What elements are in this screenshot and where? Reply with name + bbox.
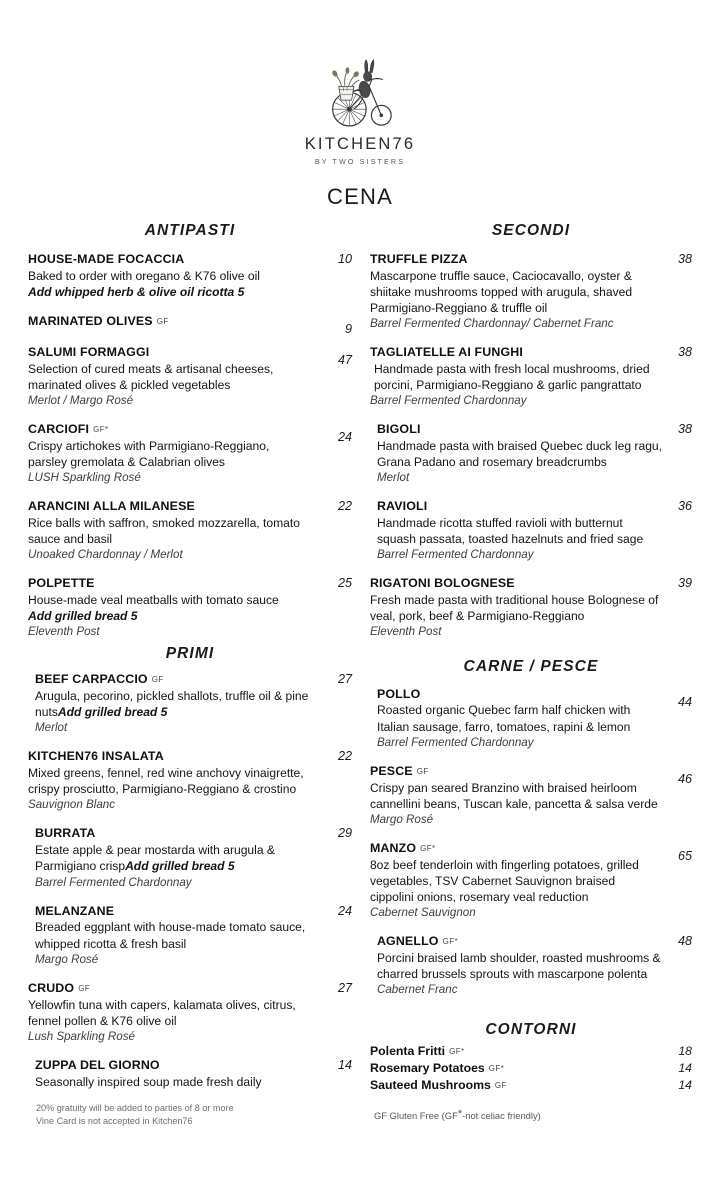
item-wine-pairing: Margo Rosé (35, 952, 99, 966)
item-wine-pairing: Eleventh Post (28, 625, 100, 639)
item-name: HOUSE-MADE FOCACCIA (28, 252, 185, 266)
item-addon: Add grilled bread 5 (125, 859, 235, 874)
gluten-free-legend: GF Gluten Free (GF*-not celiac friendly) (373, 1107, 541, 1121)
item-wine-pairing: Margo Rosé (369, 812, 434, 826)
item-price: 22 (337, 499, 352, 514)
gluten-free-marker: GF (416, 766, 429, 776)
right-column (362, 222, 692, 1128)
item-price: 47 (337, 352, 352, 367)
menu-item (370, 764, 692, 827)
menu-item (28, 749, 352, 812)
item-description: House-made veal meatballs with tomato sauce (28, 593, 279, 608)
item-name: ARANCINI ALLA MILANESE (28, 499, 195, 514)
menu-columns (0, 222, 720, 1128)
item-price: 38 (677, 345, 692, 360)
section-heading-antipasti: ANTIPASTI (144, 222, 236, 239)
menu-item (28, 1058, 352, 1090)
item-name: TRUFFLE PIZZA (369, 252, 468, 266)
item-description: Handmade ricotta stuffed ravioli with butternut squash passata, toasted hazelnuts and fried sage (376, 516, 644, 547)
menu-item (28, 576, 352, 639)
item-price: 27 (337, 672, 352, 687)
gluten-free-marker: GF (151, 675, 164, 685)
gluten-free-marker: GF (156, 317, 169, 327)
contorni-row (370, 1077, 692, 1094)
rabbit-on-pennyfarthing-icon (322, 56, 398, 132)
item-wine-pairing: Lush Sparkling Rosé (28, 1029, 135, 1043)
contorni-row (370, 1060, 692, 1077)
item-description: Arugula, pecorino, pickled shallots, truffle oil & pine nutsAdd grilled bread 5 (35, 689, 309, 720)
item-name: KITCHEN76 INSALATA (28, 749, 164, 764)
item-description: Fresh made pasta with traditional house Bolognese of veal, pork, beef & Parmigiano-Reggiano (369, 593, 659, 624)
menu-item (28, 904, 352, 967)
item-name: AGNELLO GF* (376, 933, 459, 948)
brand-name: KITCHEN76 (304, 135, 416, 153)
item-wine-pairing: Merlot (35, 721, 68, 735)
item-name: CRUDO GF (28, 980, 91, 995)
contorni-name: Sauteed Mushrooms GF (369, 1077, 507, 1092)
contorni-name: Polenta Fritti GF* (369, 1044, 465, 1058)
gluten-free-marker: GF* (488, 1063, 505, 1073)
contorni-name: Rosemary Potatoes GF* (369, 1060, 505, 1075)
contorni-price: 18 (678, 1044, 692, 1058)
item-price: 38 (677, 422, 692, 437)
menu-item (370, 345, 692, 408)
item-name: MARINATED OLIVES GF (28, 314, 169, 329)
menu-item (28, 252, 352, 300)
item-wine-pairing: Barrel Fermented Chardonnay/ Cabernet Franc (369, 317, 614, 331)
item-description: 8oz beef tenderloin with fingerling potatoes, grilled vegetables, TSV Cabernet Sauvignon braised cippolini onions, rosemary veal reduction (369, 857, 639, 904)
item-price: 9 (344, 322, 352, 337)
item-description: Mixed greens, fennel, red wine anchovy vinaigrette, crispy prosciutto, Parmigiano-Reggiano & crostino (28, 766, 304, 797)
section-heading-carne-pesce: CARNE / PESCE (463, 657, 599, 675)
menu-item (370, 576, 692, 639)
item-price: 39 (677, 576, 692, 591)
item-wine-pairing: Merlot / Margo Rosé (28, 393, 134, 407)
item-description: Selection of cured meats & artisanal cheeses, marinated olives & pickled vegetables (28, 361, 274, 392)
item-description: Mascarpone truffle sauce, Caciocavallo, oyster & shiitake mushrooms topped with arugula, shaved Parmigiano-Reggiano & truffle oil (369, 268, 633, 316)
item-wine-pairing: Barrel Fermented Chardonnay (369, 394, 527, 408)
gluten-free-marker: GF* (420, 843, 436, 853)
section-heading-contorni: CONTORNI (485, 1021, 577, 1038)
item-price: 29 (337, 826, 352, 841)
item-price: 38 (677, 252, 692, 266)
item-description: Crispy pan seared Branzino with braised heirloom cannellini beans, Tuscan kale, pancetta & salsa verde (369, 780, 658, 811)
item-name: BURRATA (35, 826, 96, 841)
item-description: Yellowfin tuna with capers, kalamata olives, citrus, fennel pollen & K76 olive oil (28, 997, 296, 1028)
item-addon: Add grilled bread 5 (57, 705, 168, 720)
gluten-free-marker: GF (78, 983, 91, 993)
gluten-free-marker: GF* (93, 425, 109, 434)
item-wine-pairing: Merlot (376, 471, 410, 485)
item-price: 65 (677, 848, 692, 863)
menu-item (370, 687, 692, 750)
item-wine-pairing: Cabernet Franc (376, 982, 458, 996)
item-name: POLPETTE (28, 576, 95, 591)
item-wine-pairing: Sauvignon Blanc (28, 798, 116, 812)
item-name: MELANZANE (35, 903, 115, 918)
item-name: ZUPPA DEL GIORNO (35, 1057, 160, 1072)
left-column (28, 222, 362, 1128)
menu-item (370, 841, 692, 920)
item-price: 10 (337, 252, 352, 266)
item-name: RIGATONI BOLOGNESE (369, 576, 515, 591)
item-price: 46 (677, 771, 692, 786)
menu-item (28, 345, 352, 408)
menu-item (28, 314, 352, 337)
item-addon: Add grilled bread 5 (28, 609, 138, 624)
item-wine-pairing: Unoaked Chardonnay / Merlot (28, 548, 183, 562)
item-price: 24 (337, 903, 352, 918)
item-wine-pairing: Barrel Fermented Chardonnay (376, 548, 534, 562)
item-name: BIGOLI (376, 422, 421, 437)
menu-item (370, 499, 692, 562)
item-name: MANZO GF* (369, 840, 436, 855)
contorni-row (370, 1043, 692, 1060)
item-description: Rice balls with saffron, smoked mozzarella, tomato sauce and basil (28, 515, 300, 547)
item-price: 25 (337, 576, 352, 591)
item-description: Porcini braised lamb shoulder, roasted mushrooms & charred brussels sprouts with mascarpone polenta (376, 950, 661, 981)
menu-header (0, 0, 720, 210)
item-description: Estate apple & pear mostarda with arugula & Parmigiano crispAdd grilled bread 5 (35, 843, 275, 874)
item-price: 48 (677, 933, 692, 948)
item-price: 14 (337, 1057, 352, 1072)
menu-item (28, 981, 352, 1044)
item-addon: Add whipped herb & olive oil ricotta 5 (28, 284, 245, 299)
item-price: 27 (337, 980, 352, 995)
section-heading-secondi: SECONDI (491, 222, 571, 239)
item-name: POLLO (376, 686, 421, 701)
item-wine-pairing: LUSH Sparkling Rosé (28, 471, 141, 485)
item-price: 44 (677, 694, 692, 709)
menu-item (28, 672, 352, 735)
contorni-list (370, 1043, 692, 1094)
item-wine-pairing: Barrel Fermented Chardonnay (35, 875, 192, 889)
item-name: SALUMI FORMAGGI (28, 344, 150, 359)
item-name: BEEF CARPACCIO GF (35, 672, 164, 687)
section-heading-primi: PRIMI (165, 645, 215, 663)
item-name: RAVIOLI (376, 499, 428, 514)
item-wine-pairing: Cabernet Sauvignon (369, 905, 476, 919)
item-description: Seasonally inspired soup made fresh daily (35, 1074, 262, 1089)
gluten-free-marker: GF* (449, 1047, 465, 1056)
item-wine-pairing: Barrel Fermented Chardonnay (376, 735, 534, 749)
item-description: Baked to order with oregano & K76 olive oil (28, 268, 260, 283)
item-description: Crispy artichokes with Parmigiano-Reggiano, parsley gremolata & Calabrian olives (28, 438, 270, 469)
item-price: 22 (337, 749, 352, 764)
item-price: 24 (337, 430, 352, 444)
footnote-gratuity-line: 20% gratuity will be added to parties of 8 or more (36, 1102, 234, 1113)
menu-item (370, 422, 692, 485)
item-name: CARCIOFI GF* (28, 422, 109, 436)
gluten-free-marker: GF* (442, 936, 459, 946)
menu-item (28, 499, 352, 562)
menu-item (370, 934, 692, 997)
contorni-price: 14 (678, 1077, 692, 1092)
brand-tagline: BY TWO SISTERS (314, 157, 406, 166)
footnote-vinecard-line: Vine Card is not accepted in Kitchen76 (36, 1115, 193, 1126)
item-name: PESCE GF (369, 763, 429, 778)
item-description: Handmade pasta with fresh local mushrooms, dried porcini, Parmigiano-Reggiano & garlic pangrattato (373, 362, 650, 393)
item-name: TAGLIATELLE AI FUNGHI (369, 345, 523, 360)
item-description: Breaded eggplant with house-made tomato sauce, whipped ricotta & fresh basil (35, 920, 306, 951)
contorni-price: 14 (678, 1060, 692, 1075)
item-price: 36 (677, 499, 692, 514)
footnote-gratuity (28, 1102, 352, 1128)
item-description: Roasted organic Quebec farm half chicken with Italian sausage, farro, tomatoes, rapini & lemon (376, 703, 631, 734)
item-wine-pairing: Eleventh Post (369, 625, 442, 639)
menu-item (28, 422, 352, 485)
menu-item (370, 252, 692, 331)
menu-item (28, 826, 352, 889)
page-title: CENA (327, 184, 393, 209)
item-description: Handmade pasta with braised Quebec duck leg ragu, Grana Padano and rosemary breadcrumbs (376, 439, 663, 470)
gluten-free-marker: GF (494, 1080, 507, 1090)
